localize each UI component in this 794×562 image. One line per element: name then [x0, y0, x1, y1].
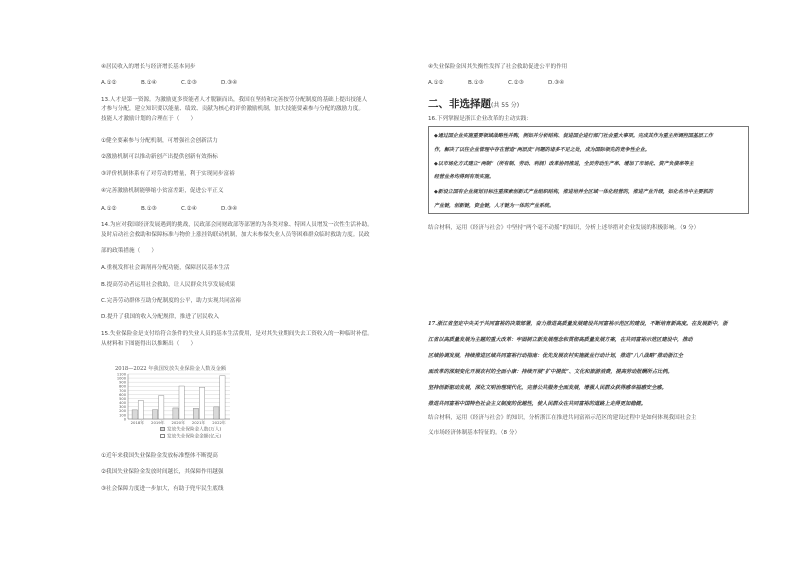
- section-title: [428, 96, 519, 111]
- y-tick-label: 0: [123, 417, 126, 422]
- q15-choice-2: ②我国失业保险金发放时间越长，其保障作用越强: [101, 469, 224, 475]
- q13-stem-line-2: 才参与分配，建立知识要以能量、绩效、贡献为核心的评价激励机制，加大技能要素参与分配的激励力度。: [101, 106, 364, 112]
- chart-title: 2018—2022 年我国发放失业保险金人数及金额: [114, 366, 227, 372]
- q15-option-b[interactable]: B.①③: [468, 80, 484, 86]
- q16-material-line-2: 作，解决了以往企业管理中存在营造“两层皮”问题的诸多不足之处，成为国际领先的竞争性企业。: [434, 147, 650, 153]
- x-tick-label: 2018年: [130, 420, 145, 425]
- q14-choice-a[interactable]: A.重视发挥社会调剂再分配功能，保障居民基本生活: [101, 265, 230, 271]
- q12-option-4: ④居民收入的增长与经济增长基本同步: [101, 64, 196, 70]
- q16-material-line-6: 产业链，创新链，资金链，人才链为一体的产业系统。: [434, 203, 555, 209]
- legend-swatch-people: [160, 427, 165, 431]
- q15-choice-1: ①近年来我国失业保险金发放标准整体不断提高: [101, 453, 218, 459]
- section-title-text: 二、非选择题: [428, 98, 491, 110]
- q16-material-box: [428, 126, 749, 214]
- q13-choice-2: ②激励机制可以推动新创产出提供创新有效指标: [101, 154, 218, 160]
- q16-stem: 16.下列掌握是浙江企业改革的主动实践：: [428, 116, 532, 122]
- y-tick-label: 100: [119, 413, 126, 418]
- q13-stem-line-3: 技能人才激励计划的合理在于（ ）: [101, 116, 197, 122]
- q16-material-line-4: 经营业务均得到有效实施。: [434, 174, 495, 180]
- q15-option-c[interactable]: C.②③: [508, 80, 524, 86]
- q14-stem-line-1: 14.为应对我国经济发展遇到的挑战，民政部会同财政部等部署的为各类对象、特困人员增发一次性生活补助。: [101, 222, 373, 228]
- q17-material-line-5: 坚持创新驱动发展，深化文明治理现代化，完善公共服务全面发展，增强人民群众获得感幸福感安全感。: [428, 385, 667, 391]
- x-tick-label: 2022年: [212, 420, 226, 425]
- legend-label-amount: 发放失业保险金金额(亿元): [167, 434, 222, 440]
- y-tick-label: 400: [119, 401, 126, 406]
- chart-legend-amount: [160, 434, 221, 440]
- q13-choice-3: ③评价机制体系有了对劳动的增量，利于实现同步富裕: [101, 171, 235, 177]
- q17-material-line-3: 区域协调发展，持续推进区域共同富裕行动指南：优先发展农村实施就业行动计划，推进“八八战略”推动浙江全: [428, 353, 683, 359]
- q17-material-line-4: 面改革的深刻变化开展农村的全面小康：持续开展“扩中提低”、文化和旅游消费，提高劳动报酬所占比例。: [428, 369, 673, 375]
- q15-stem-line-1: 15.失业保险金是支付给符合条件的失业人员的基本生活费用，是对其失业期间失去工资收入的一种临时补偿。: [101, 331, 373, 337]
- q17-material-line-6: 推进共同富裕中国特色社会主义制度的优越性，使人民群众在共同富裕的道路上走得更加稳健。: [428, 401, 646, 407]
- q13-option-d[interactable]: D.③④: [221, 206, 238, 212]
- x-tick-label: 2021年: [191, 420, 206, 425]
- q16-material-line-5: ◆新设立国有企业规划目标注重探索创新式产业组织结构，推进培养全区域一体化经营的，推进产业升级，如化名当中主要抓的: [434, 189, 713, 195]
- q14-choice-b[interactable]: B.提高劳动者运用社会救助，让人民群众共享发展成果: [101, 282, 236, 288]
- y-tick-label: 700: [119, 388, 126, 393]
- q16-material-line-1: ◆通过国企业实施重要领域战略性并购，例如并分析结构、促进国企进行部门社会重大事项。完成其作为重主所调控国基层工作: [434, 133, 713, 139]
- bar-people: [193, 408, 198, 419]
- q15-option-d[interactable]: D.③④: [548, 80, 565, 86]
- chart-legend-people: [160, 427, 221, 433]
- section-score: (共 55 分): [491, 102, 520, 109]
- q12-option-d[interactable]: D.③④: [221, 80, 238, 86]
- x-tick-label: 2020年: [171, 420, 185, 425]
- bar-amount: [159, 396, 164, 419]
- bar-people: [152, 410, 157, 419]
- q12-option-a[interactable]: A.①②: [101, 80, 117, 86]
- y-tick-label: 1100: [116, 372, 126, 377]
- y-tick-label: 900: [119, 380, 126, 385]
- q14-stem-line-2: 及时启动社会救助和保障标准与物价上涨挂钩联动机制，加大未参保失业人员等困难群众临时救助力度。民政: [101, 232, 370, 238]
- q14-choice-d[interactable]: D.提升了我国的收入分配规律，推进了居民收入: [101, 314, 219, 320]
- q14-choice-c[interactable]: C.完善劳动群体互助分配制度的公平，助力实现共同富裕: [101, 298, 241, 304]
- legend-swatch-amount: [160, 434, 165, 438]
- q12-option-b[interactable]: B.①④: [141, 80, 157, 86]
- unemployment-insurance-chart: [108, 365, 233, 447]
- bar-amount: [138, 401, 143, 419]
- q17-material-line-2: 江省以高质量发展为主题的重大改革：牢固树立新发展理念和贯彻高质量发展方案，在共同富裕示范区建设中，推动: [428, 337, 693, 343]
- q13-option-b[interactable]: B.①③: [141, 206, 157, 212]
- y-tick-label: 300: [119, 405, 126, 410]
- q13-option-a[interactable]: A.①②: [101, 206, 117, 212]
- q15-option-4: ④失业保险金因其失衡性发挥了社会救助促进公平的作用: [428, 64, 568, 70]
- q17-material-line-1: 17.浙江省坚定中央关于共同富裕的决策部署，奋力推进高质量发展建设共同富裕示范区的建设，不断培育新高度。在发展新中，浙: [428, 321, 728, 327]
- q16-question: 结合材料，运用《经济与社会》中坚持“两个毫不动摇”的知识，分析上述举措对企业发展的积极影响。（9 分）: [428, 225, 700, 231]
- y-tick-label: 1000: [116, 376, 126, 381]
- q14-stem-line-3: 部的政策措施（ ）: [101, 248, 157, 254]
- bar-people: [214, 407, 219, 419]
- y-tick-label: 500: [119, 396, 126, 401]
- q17-question-line-1: 结合材料，运用《经济与社会》的知识，分析浙江在推进共同富裕示范区的建设过程中是如何体现我国社会主: [428, 415, 697, 421]
- q12-option-c[interactable]: C.②③: [181, 80, 197, 86]
- q15-stem-line-2: 从材料和下图能得出以推断出（ ）: [101, 341, 197, 347]
- q15-choice-3: ③社会保障力度进一步加大，有助于兜牢民生底线: [101, 486, 224, 492]
- bar-people: [132, 410, 137, 419]
- q13-choice-4: ④完善激励机制能够缩小贫富差距，促进公平正义: [101, 188, 224, 194]
- q15-option-a[interactable]: A.①②: [428, 80, 444, 86]
- bar-amount: [179, 386, 184, 419]
- y-tick-label: 200: [119, 409, 126, 414]
- q13-stem-line-1: 13.人才是第一资源。为激励更多资能者人才脱颖而出，我国在坚持和完善按劳分配制度的基础上提出技能人: [101, 97, 368, 103]
- bar-amount: [220, 376, 225, 419]
- q13-option-c[interactable]: C.②④: [181, 206, 197, 212]
- bar-amount: [199, 387, 204, 419]
- x-tick-label: 2019年: [151, 420, 165, 425]
- q17-question-line-2: 义市场经济体制基本特征的。（8 分）: [428, 430, 521, 436]
- y-tick-label: 800: [119, 384, 126, 389]
- bar-people: [173, 408, 178, 419]
- y-tick-label: 600: [119, 392, 126, 397]
- chart-plot: [108, 372, 233, 434]
- q16-material-line-3: ◆以市场化方式建立“两制”（所有制、劳动、利润）改革协同推进，全员劳动生产率、增加了市场化、资产负债率等主: [434, 161, 694, 167]
- q13-choice-1: ①健全要素参与分配机制，可增强社会创新活力: [101, 138, 218, 144]
- legend-label-people: 发放失业保险金人数(万人): [167, 427, 222, 433]
